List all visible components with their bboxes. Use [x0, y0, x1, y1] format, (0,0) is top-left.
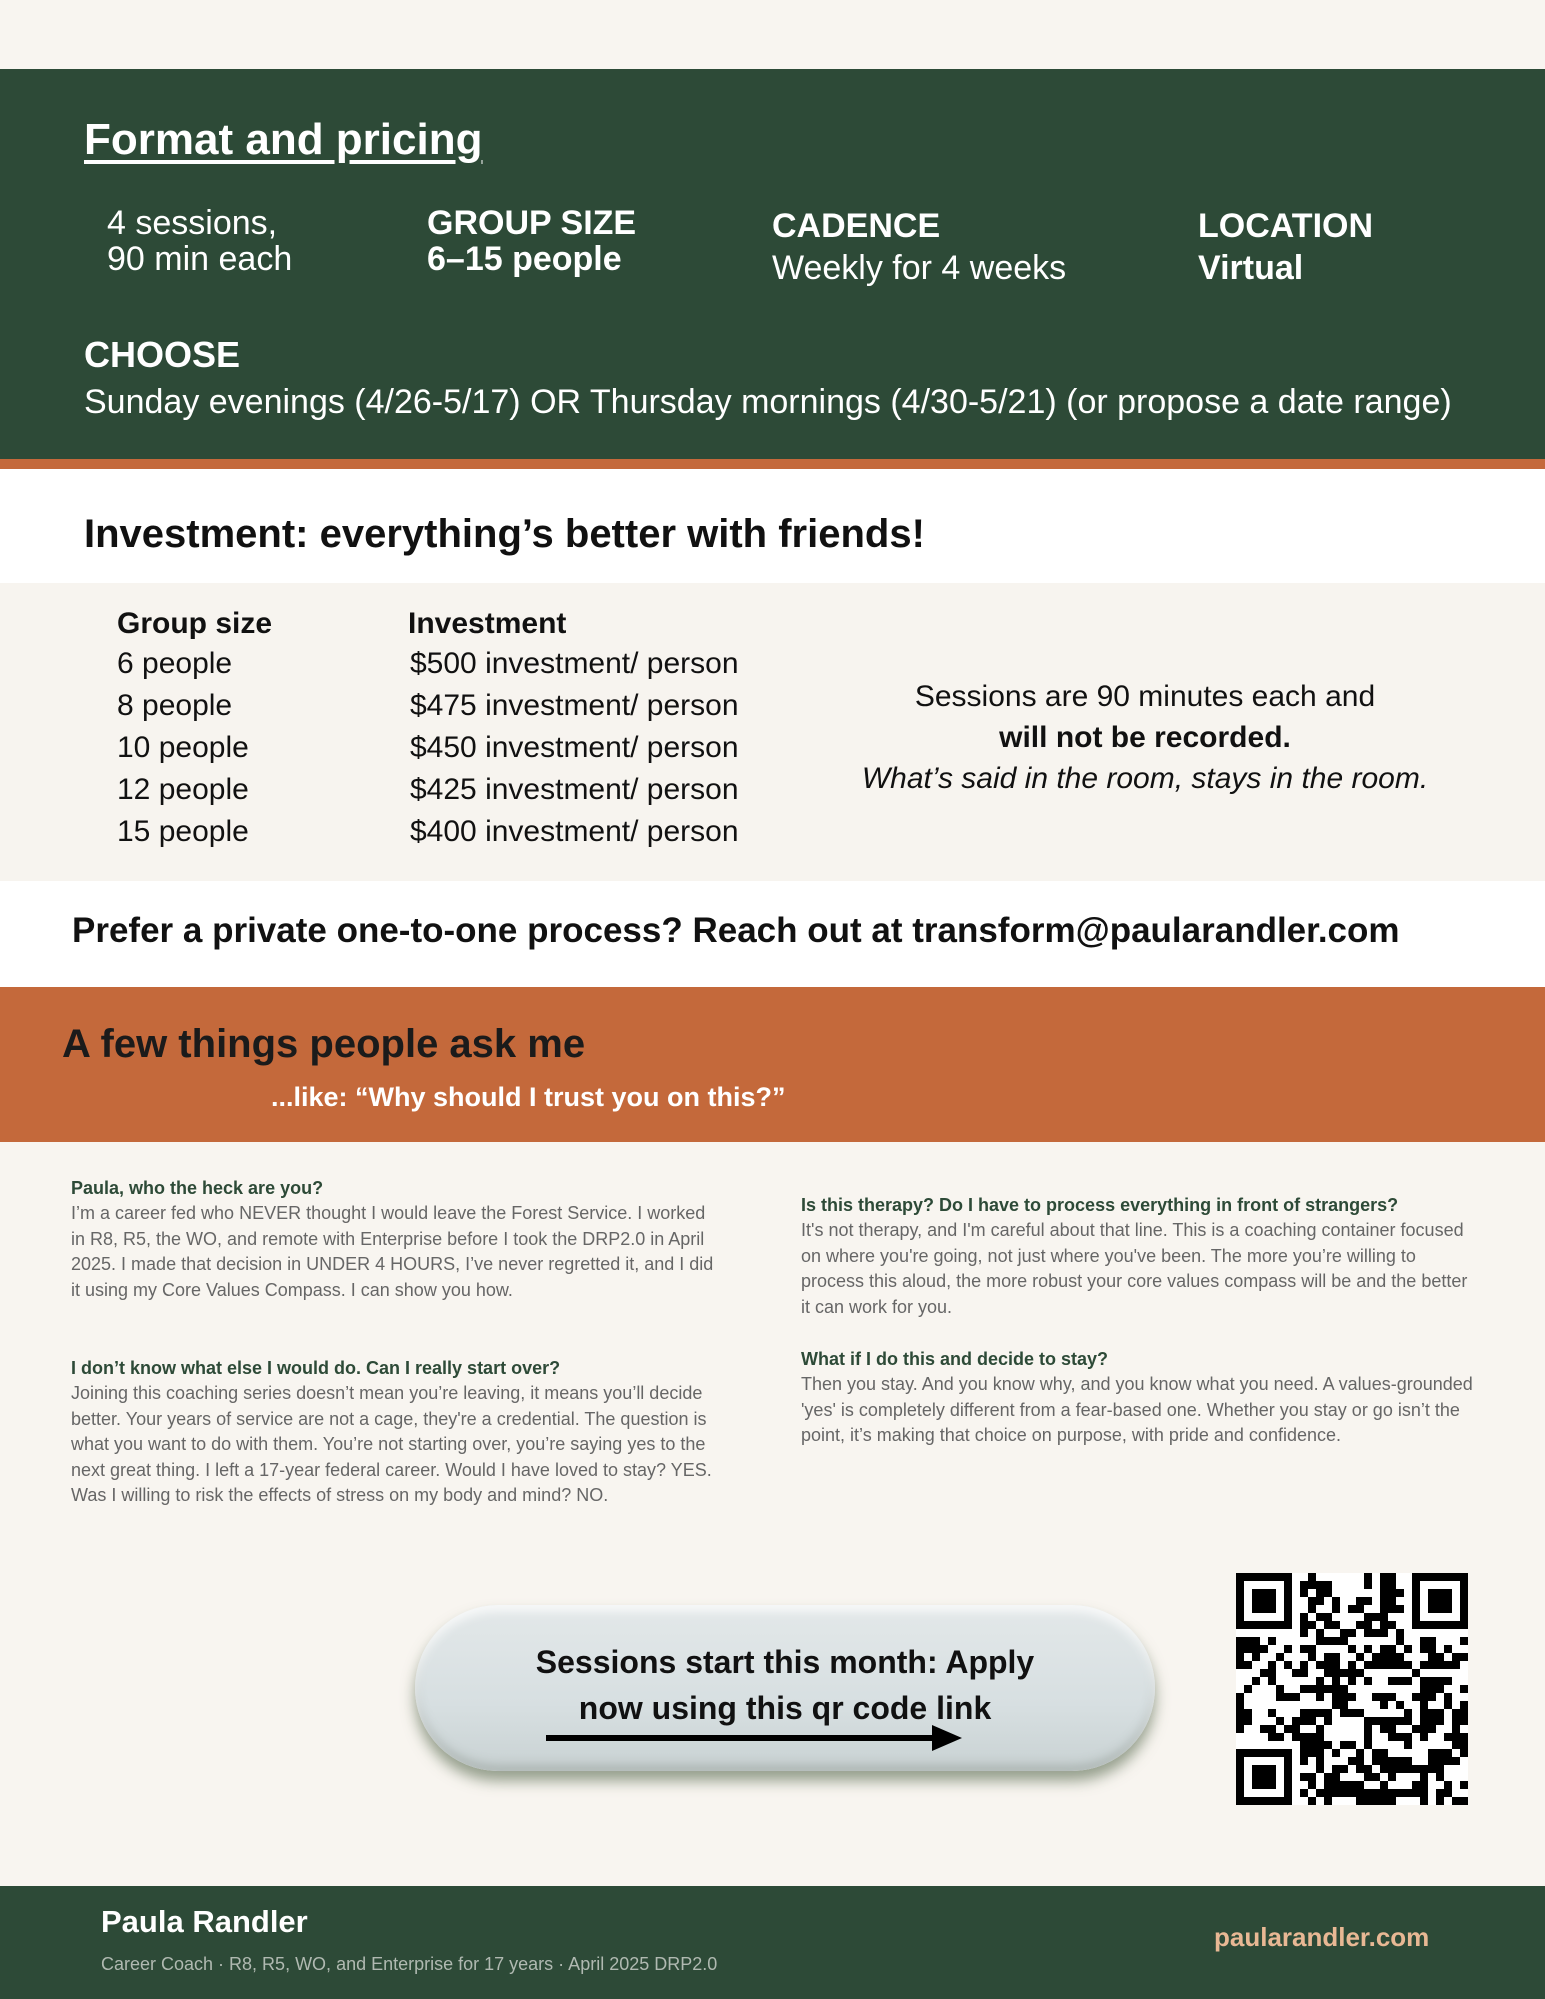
footer — [0, 1886, 1545, 1999]
format-section — [0, 69, 1545, 459]
group-size-block — [427, 205, 636, 277]
faq-header-band — [0, 987, 1545, 1142]
choose-label: CHOOSE — [84, 334, 241, 375]
table-row — [117, 689, 232, 723]
location-label: LOCATION — [1198, 207, 1374, 245]
price-cell: $425 investment/ person — [410, 773, 739, 806]
apply-cta-button[interactable] — [415, 1605, 1155, 1771]
note-line1: Sessions are 90 minutes each and — [914, 680, 1376, 713]
faq-question: Is this therapy? Do I have to process everything in front of strangers? — [801, 1195, 1399, 1215]
price-cell: $450 investment/ person — [410, 731, 739, 764]
private-section — [0, 881, 1545, 987]
cta-line1: Sessions start this month: Apply — [535, 1644, 1035, 1680]
table-row — [117, 731, 249, 765]
faq-question: Paula, who the heck are you? — [71, 1178, 324, 1198]
table-row — [117, 647, 232, 681]
group-size-value: 6–15 people — [427, 240, 622, 278]
orange-divider — [0, 459, 1545, 469]
faq-subheading: ...like: “Why should I trust you on this?” — [271, 1082, 786, 1112]
footer-name: Paula Randler — [101, 1904, 308, 1939]
faq-question: I don’t know what else I would do. Can I really start over? — [71, 1358, 561, 1378]
col-header-investment: Investment — [408, 607, 567, 640]
qr-code-icon[interactable] — [1236, 1573, 1468, 1805]
faq-heading: A few things people ask me — [62, 1022, 586, 1066]
faq-item — [71, 1358, 721, 1509]
table-row — [117, 773, 249, 807]
group-cell: 8 people — [117, 689, 233, 722]
investment-section — [0, 583, 1545, 881]
faq-answer: I’m a career fed who NEVER thought I would leave the Forest Service. I worked in R8, R5, the WO, and remote with Enterprise before I took the DRP2.0 in April 2025. I made that decision in UNDER 4 HOURS, I’ve never regretted it, and I did it using my Core Values Compass. I can show you how. — [71, 1203, 714, 1300]
investment-heading: Investment: everything’s better with friends! — [84, 512, 925, 556]
investment-heading-band — [0, 469, 1545, 583]
price-cell: $400 investment/ person — [410, 815, 739, 848]
sessions-line1: 4 sessions, — [107, 204, 278, 242]
group-cell: 15 people — [117, 815, 249, 848]
group-cell: 10 people — [117, 731, 249, 764]
sessions-line2: 90 min each — [107, 240, 293, 278]
group-size-label: GROUP SIZE — [427, 204, 637, 242]
cadence-block — [772, 205, 1066, 289]
location-block — [1198, 205, 1373, 289]
format-title: Format and pricing — [84, 115, 483, 164]
footer-subtitle: Career Coach · R8, R5, WO, and Enterprise for 17 years · April 2025 DRP2.0 — [101, 1954, 718, 1974]
faq-item — [71, 1178, 721, 1303]
group-cell: 12 people — [117, 773, 249, 806]
price-cell: $475 investment/ person — [410, 689, 739, 722]
arrow-right-icon — [546, 1722, 962, 1754]
footer-website-link[interactable]: paularandler.com — [1214, 1922, 1430, 1952]
faq-question: What if I do this and decide to stay? — [801, 1349, 1109, 1369]
location-value: Virtual — [1198, 249, 1304, 287]
faq-answer: Then you stay. And you know why, and you know what you need. A values-grounded 'yes' is completely different from a fear-based one. Whether you stay or go isn’t the point, it’s making that choice on purpose, with pride and confidence. — [801, 1374, 1473, 1445]
col-header-group-size: Group size — [117, 607, 273, 640]
private-contact-text: Prefer a private one-to-one process? Reach out at transform@paularandler.com — [72, 911, 1400, 950]
cadence-label: CADENCE — [772, 207, 941, 245]
cta-text — [415, 1639, 1155, 1731]
sessions-block — [107, 205, 292, 277]
recording-note — [820, 676, 1470, 799]
price-cell: $500 investment/ person — [410, 647, 739, 680]
faq-item — [801, 1195, 1481, 1320]
note-line3: What’s said in the room, stays in the room. — [861, 762, 1429, 795]
choose-text: Sunday evenings (4/26-5/17) OR Thursday mornings (4/30-5/21) (or propose a date range) — [84, 383, 1452, 421]
cadence-value: Weekly for 4 weeks — [772, 249, 1067, 287]
faq-answer: It's not therapy, and I'm careful about that line. This is a coaching container focused on where you're going, not just where you've been. The more you’re willing to process this aloud, the more robust your core values compass will be and the better it can work for you. — [801, 1220, 1468, 1317]
group-cell: 6 people — [117, 647, 233, 680]
faq-item — [801, 1349, 1481, 1449]
note-line2: will not be recorded. — [999, 721, 1291, 754]
cta-line2: now using this qr code link — [578, 1690, 992, 1726]
table-row — [117, 815, 249, 849]
faq-answer: Joining this coaching series doesn’t mean you’re leaving, it means you’ll decide better. Your years of service are not a cage, they're a credential. The question is what you want to do with them. You’re not starting over, you’re saying yes to the next great thing. I left a 17-year federal career. Would I have loved to stay? YES. Was I willing to risk the effects of stress on my body and mind? NO. — [71, 1383, 712, 1505]
